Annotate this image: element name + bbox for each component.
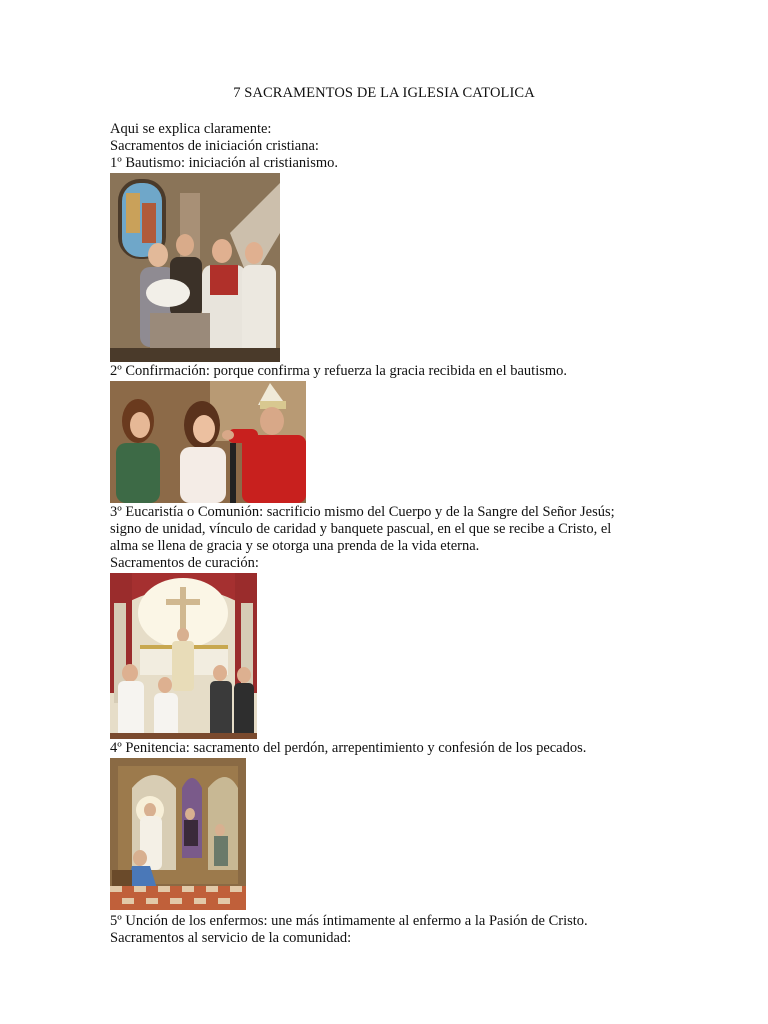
group-heading-service: Sacramentos al servicio de la comunidad: [110,930,352,946]
sacrament-anointing: 5º Unción de los enfermos: une más íntimamente al enfermo a la Pasión de Cristo. [110,913,588,929]
eucharist-line-2: signo de unidad, vínculo de caridad y banquete pascual, en el que se recibe a Cristo, el [110,521,612,537]
communion-illustration [110,573,257,739]
document-body [110,121,670,947]
group-heading-healing: Sacramentos de curación: [110,555,259,571]
page-title: 7 SACRAMENTOS DE LA IGLESIA CATOLICA [233,85,535,101]
intro-line: Aqui se explica claramente: [110,121,272,137]
baptism-illustration [110,173,280,362]
confirmation-illustration [110,381,306,503]
eucharist-line-1: 3º Eucaristía o Comunión: sacrificio mismo del Cuerpo y de la Sangre del Señor Jesús; [110,504,615,520]
eucharist-line-3: alma se llena de gracia y se otorga una prenda de la vida eterna. [110,538,480,554]
sacrament-confirmation: 2º Confirmación: porque confirma y refuerza la gracia recibida en el bautismo. [110,363,568,379]
sacrament-penance: 4º Penitencia: sacramento del perdón, arrepentimiento y confesión de los pecados. [110,740,587,756]
sacrament-baptism: 1º Bautismo: iniciación al cristianismo. [110,155,338,171]
penance-illustration [110,758,246,910]
sacrament-eucharist [110,504,670,555]
group-heading-initiation: Sacramentos de iniciación cristiana: [110,138,319,154]
